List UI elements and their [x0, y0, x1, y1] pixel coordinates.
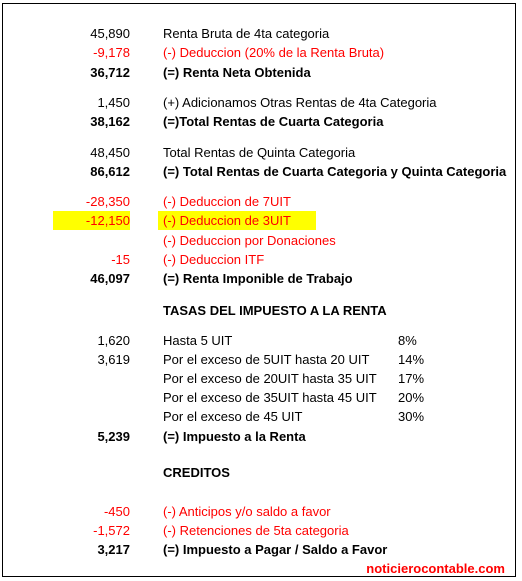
row-value: -28,350 — [85, 194, 130, 209]
row-label: (=) Impuesto a Pagar / Saldo a Favor — [163, 542, 388, 557]
row-label: (-) Deduccion de 3UIT — [163, 213, 291, 228]
row-value: 48,450 — [90, 145, 130, 160]
row-value: -9,178 — [93, 45, 130, 60]
row-label: Hasta 5 UIT — [163, 333, 233, 348]
row-label: (=) Total Rentas de Cuarta Categoria y Quinta Categoria — [163, 164, 507, 179]
row-label: (=) Impuesto a la Renta — [163, 429, 306, 444]
row-label: (-) Deduccion de 7UIT — [163, 194, 291, 209]
row-value: -15 — [111, 252, 130, 267]
row-value: -1,572 — [93, 523, 130, 538]
section-heading: TASAS DEL IMPUESTO A LA RENTA — [163, 303, 387, 318]
row-value: -450 — [103, 504, 130, 519]
row-value: 1,450 — [97, 95, 130, 110]
row-label: Por el exceso de 35UIT hasta 45 UIT — [163, 390, 377, 405]
row-label: Por el exceso de 20UIT hasta 35 UIT — [163, 371, 377, 386]
row-value: 36,712 — [90, 65, 130, 80]
row-value: 38,162 — [90, 114, 130, 129]
row-label: (=)Total Rentas de Cuarta Categoria — [163, 114, 384, 129]
footer-source: noticierocontable.com — [366, 561, 505, 576]
row-value: 86,612 — [90, 164, 130, 179]
row-rate: 17% — [398, 371, 425, 386]
row-label: (-) Retenciones de 5ta categoria — [163, 523, 349, 538]
row-label: (+) Adicionamos Otras Rentas de 4ta Categoria — [163, 95, 437, 110]
row-rate: 8% — [398, 333, 417, 348]
row-label: Por el exceso de 5UIT hasta 20 UIT — [163, 352, 370, 367]
row-rate: 14% — [398, 352, 425, 367]
row-rate: 20% — [398, 390, 425, 405]
row-value: 5,239 — [97, 429, 130, 444]
row-label: (-) Anticipos y/o saldo a favor — [163, 504, 331, 519]
row-label: (=) Renta Imponible de Trabajo — [163, 271, 353, 286]
row-value: 3,619 — [97, 352, 130, 367]
document-frame — [2, 3, 516, 577]
row-label: Renta Bruta de 4ta categoria — [163, 26, 330, 41]
row-label: (=) Renta Neta Obtenida — [163, 65, 311, 80]
row-value: 3,217 — [97, 542, 130, 557]
row-label: (-) Deduccion por Donaciones — [163, 233, 336, 248]
section-heading: CREDITOS — [163, 465, 230, 480]
row-label: Total Rentas de Quinta Categoria — [163, 145, 356, 160]
row-label: (-) Deduccion ITF — [163, 252, 265, 267]
row-label: Por el exceso de 45 UIT — [163, 409, 303, 424]
row-label: (-) Deduccion (20% de la Renta Bruta) — [163, 45, 385, 60]
row-value: 1,620 — [97, 333, 130, 348]
row-value: -12,150 — [53, 211, 130, 230]
row-value: 46,097 — [90, 271, 130, 286]
row-value: 45,890 — [90, 26, 130, 41]
row-rate: 30% — [398, 409, 425, 424]
